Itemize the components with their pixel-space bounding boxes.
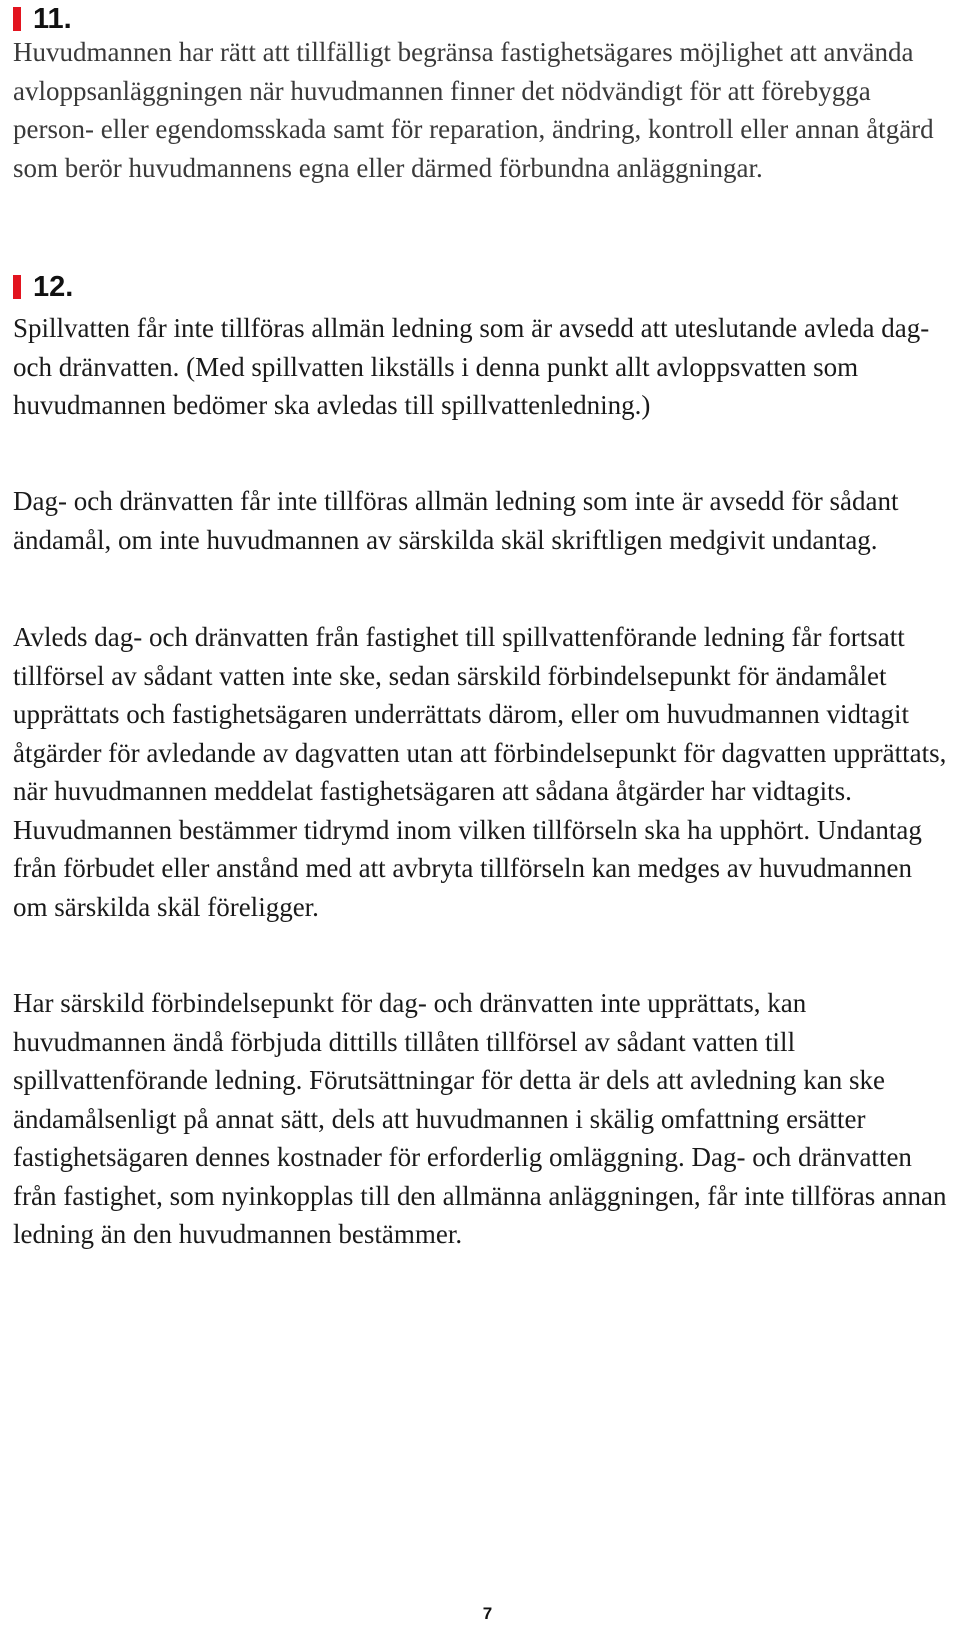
page-number: 7 <box>482 1604 493 1623</box>
section-number: 11. <box>33 3 72 35</box>
section-12-paragraph-1: Spillvatten får inte tillföras allmän ledning som är avsedd att uteslutande avleda dag- och dränvatten. (Med spillvatten likställs i denna punkt allt avloppsvatten som huvudmannen bedömer ska avledas till spillvattenledning.) <box>13 313 930 420</box>
section-marker <box>13 275 21 299</box>
section-12-paragraph-4: Har särskild förbindelsepunkt för dag- och dränvatten inte upprättats, kan huvudmannen ändå förbjuda dittills tillåten tillförsel av sådant vatten till spillvattenförande ledning. Förutsättningar för detta är dels att avledning kan ske ändamålsenligt på annat sätt, dels att huvudmannen i skälig omfattning ersätter fastighetsägaren dennes kostnader för erforderlig omläggning. Dag- och dränvatten från fastighet, som nyinkopplas till den allmänna anläggningen, får inte tillföras annan ledning än den huvudmannen bestämmer. <box>13 988 947 1249</box>
section-marker <box>13 7 21 31</box>
section-heading-12 <box>13 270 73 304</box>
section-11-paragraph: Huvudmannen har rätt att tillfälligt begränsa fastighetsägares möjlighet att använda avloppsanläggningen när huvudmannen finner det nödvändigt för att förebygga person- eller egendomsskada samt för reparation, ändring, kontroll eller annan åtgärd som berör huvudmannens egna eller därmed förbundna anläggningar. <box>13 37 934 183</box>
section-number: 12. <box>33 271 74 303</box>
section-heading-11 <box>13 2 72 36</box>
section-12-paragraph-2: Dag- och dränvatten får inte tillföras allmän ledning som inte är avsedd för sådant ändamål, om inte huvudmannen av särskilda skäl skriftligen medgivit undantag. <box>13 486 899 555</box>
section-12-paragraph-3: Avleds dag- och dränvatten från fastighet till spillvattenförande ledning får fortsatt tillförsel av sådant vatten inte ske, sedan särskild förbindelsepunkt för ändamålet upprättats och fastighetsägaren underrättats därom, eller om huvudmannen vidtagit åtgärder för avledande av dagvatten utan att förbindelsepunkt för dagvatten upprättats, när huvudmannen meddelat fastighetsägaren att sådana åtgärder har vidtagits. Huvudmannen bestämmer tidrymd inom vilken tillförseln ska ha upphört. Undantag från förbudet eller anstånd med att avbryta tillförseln kan medges av huvudmannen om särskilda skäl föreligger. <box>13 622 947 922</box>
